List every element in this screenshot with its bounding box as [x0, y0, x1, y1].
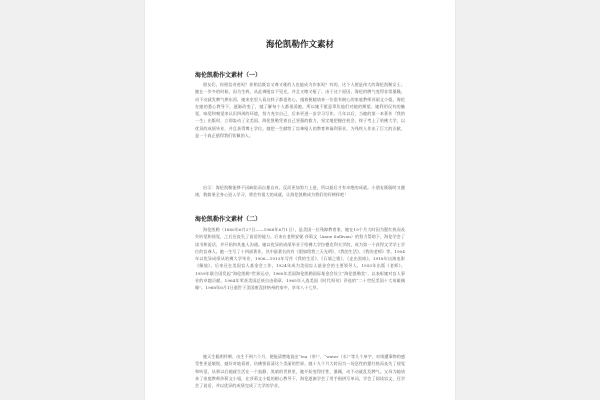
section-paragraph: 海伦凯勒（1880年6月27日——1968年6月1日），是美国一位残障教育家，她在19个月大时因为猩红热而丧失听觉和视觉，之后还丧失了说话的能力。后来在老师安妮·莎莉文（Anne Sullivan）的努力帮助下，海伦学会了读书和说话，并开始和其他人沟通。她以优异的成绩毕业于哈佛大学拉德克利夫学院，成为第一个获得文学学士学位的盲聋人。她一生写了十四部著作，其中最著名的有《假如给我三天光明》、《我的生活》、《我的老师》等。1904年以优异成绩从哈佛大学毕业，1906—1913年写作《我的生活》、《石墙之歌》、《走出黑暗》。1918年出演电影《解放》，后来还在美国盲人基金会工作。1924年成为美国盲人基金会的主要领导人，1955年出版《老师》。1959年联合国发起“海伦凯勒”世界运动，1960年美国海伦凯勒国际基金会设立“海伦凯勒奖”，以表彰她对盲人事业的卓越贡献。1964年荣获美国总统自由勋章，1965年入选美国《时代周刊》评选的“二十世纪美国十大英雄偶像”。1968年6月1日逝世于美国康涅狄格州的家中，享年八十七岁。 — [195, 227, 405, 291]
section-paragraph: 她天生聪明伶俐，出生不到六个月，便能清楚地说出“tea（茶）”、“water（水）”等几个单字，对周遭事物的感受性更是敏锐，她好奇地看着，仿佛要看清这个美丽的世界。她十九个月大时因为一场急性的猩红热而丧失了视觉和听觉，从那以后她就生活在一个寂静、黑暗的世界里，她开始变得任性、暴躁，动不动就乱发脾气。父母为她请来了家庭教师莎莉文小姐，在莎莉文小姐的耐心教导下，海伦逐渐学会了用手指拼写单词，学会了阅读盲文，还学会了说话，并以优异的成绩完成了大学的学业。 — [195, 354, 405, 389]
section-heading: 海伦凯勒作文素材（二） — [195, 216, 262, 223]
document-title: 海伦凯勒作文素材 — [265, 40, 334, 50]
section-paragraph: 启示：海伦凯勒能够不因缺陷而自暴自弃，反而更加努力上进，所以最后才有卓绝的成就。小朋友既聪明又健康，数如果全身心投入学习，将会有很大的成就，让海伦凯勒成为我们的好榜样吧！ — [195, 185, 405, 198]
document-page — [145, 0, 455, 400]
section-paragraph: 朋友们，你相信奇迹吗？你相信既盲又聋又哑的人也能成为作家吗？有的。这个人便是伟大的海伦凯勒女士。她在一岁多的时候，因为生病，从此聋哑盲不见光，并且又瞎又哑了。由于这个原因，海伦的脾气变得非常暴躁，动不动就发脾气摔东西，她来室里人看这样子都很伤心，遇着便她请来一位很有耐心的家庭教师苏丽文小姐。海伦在她的悉心教导下，逐渐改变了，她了解每个人都很爱她，所以她不愿意辜负他们对她的期望。她利用仅有的触觉，味觉和嗅觉来认识四周的环境，努力充实自己，后来更进一步学习写作。几年以后，当她的第一本著作『我的一生』出版时，立即轰动了全美国。海伦凯勒凭着自己坚强的毅力，坚定地把握住机会，终于考上了哈佛大学，以优异的成绩毕业，并且获得博士学位。她把一生献给了盲聋哑人的教育和福利事业，为残疾人作出了巨大的贡献，是一个真正值得我们钦佩的人。 — [195, 82, 405, 139]
section-heading: 海伦凯勒作文素材（一） — [195, 72, 262, 79]
